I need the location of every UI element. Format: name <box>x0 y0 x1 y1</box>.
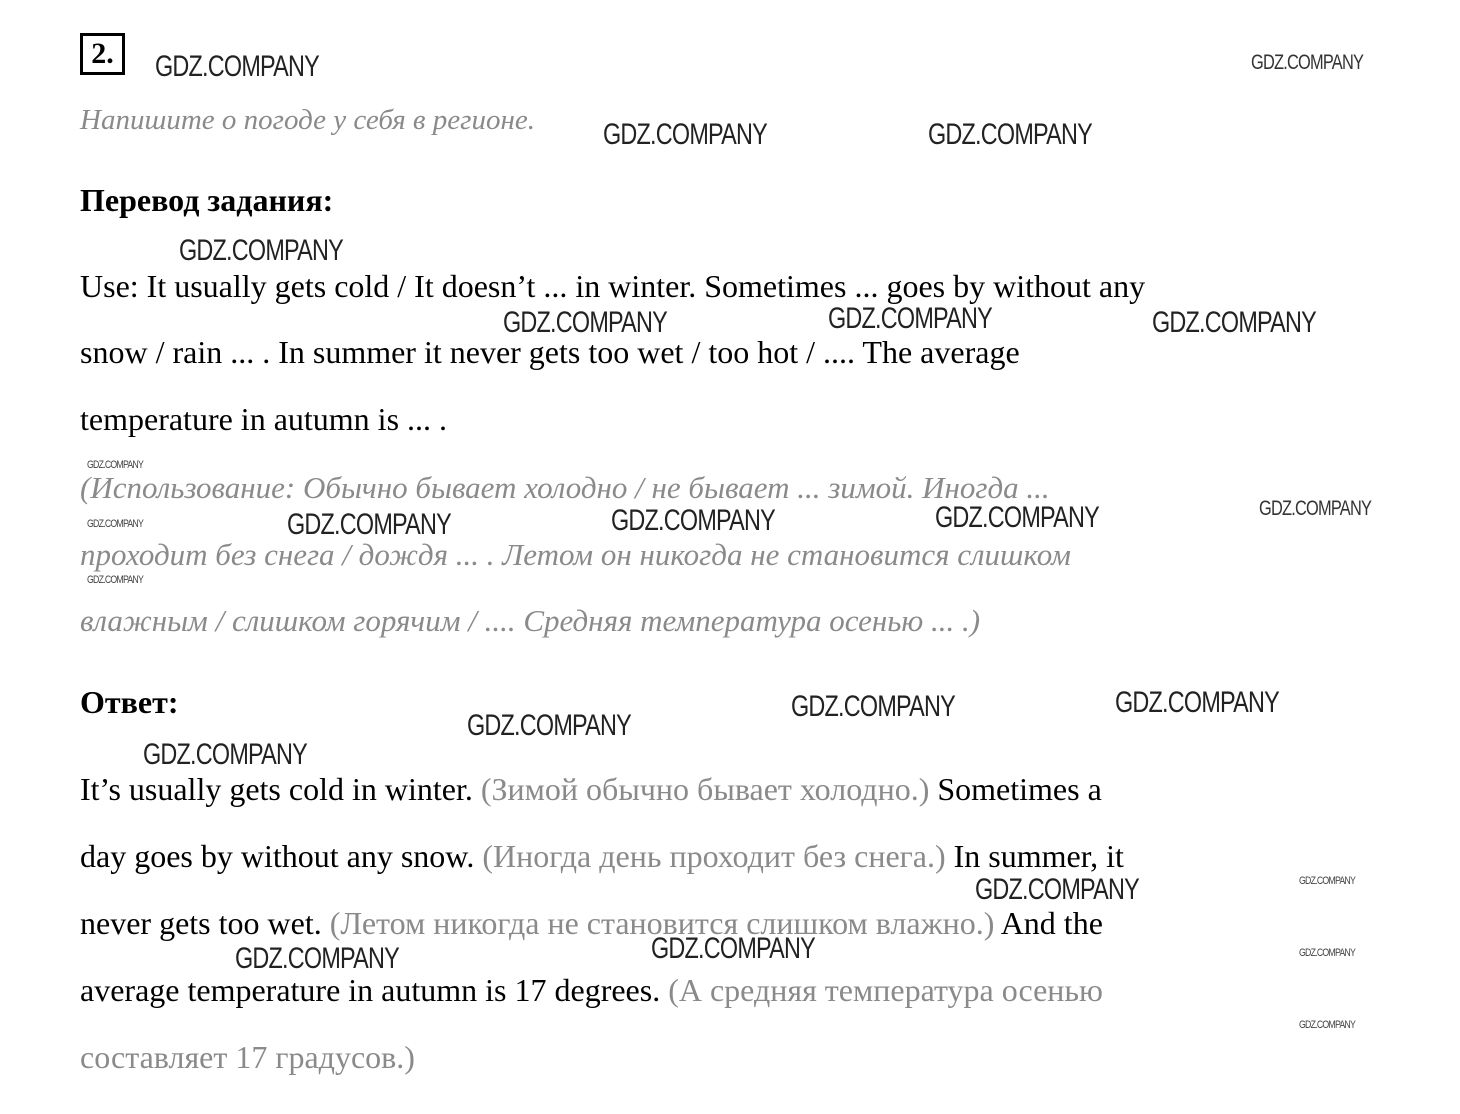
answer-en: And the <box>994 905 1103 941</box>
watermark: GDZ.COMPANY <box>1259 497 1372 520</box>
answer-ru: (А средняя температура осенью <box>668 972 1103 1008</box>
answer-line <box>80 769 1102 809</box>
watermark: GDZ.COMPANY <box>87 518 144 530</box>
watermark: GDZ.COMPANY <box>975 873 1139 906</box>
answer-en: In summer, it <box>945 838 1124 874</box>
answer-en: Sometimes a <box>929 771 1102 807</box>
answer-en: average temperature in autumn is 17 degrees. <box>80 972 669 1008</box>
watermark: GDZ.COMPANY <box>87 459 144 471</box>
watermark: GDZ.COMPANY <box>935 501 1099 534</box>
answer-line <box>80 903 1103 943</box>
answer-heading: Ответ: <box>80 684 179 720</box>
watermark: GDZ.COMPANY <box>1299 1019 1356 1031</box>
answer-line <box>80 836 1124 876</box>
answer-line <box>80 1037 415 1077</box>
watermark: GDZ.COMPANY <box>155 50 319 83</box>
watermark: GDZ.COMPANY <box>791 690 955 723</box>
answer-ru: составляет 17 градусов.) <box>80 1039 415 1075</box>
watermark: GDZ.COMPANY <box>828 302 992 335</box>
answer-ru: (Иногда день проходит без снега.) <box>482 838 946 874</box>
watermark: GDZ.COMPANY <box>87 574 144 586</box>
translation-en-line: snow / rain ... . In summer it never gets too wet / too hot / .... The average <box>80 334 1020 370</box>
answer-en: never gets too wet. <box>80 905 330 941</box>
watermark: GDZ.COMPANY <box>235 942 399 975</box>
answer-ru: (Зимой обычно бывает холодно.) <box>480 771 930 807</box>
watermark: GDZ.COMPANY <box>1299 875 1356 887</box>
answer-en: It’s usually gets cold in winter. <box>80 771 481 807</box>
watermark: GDZ.COMPANY <box>503 306 667 339</box>
watermark: GDZ.COMPANY <box>1152 306 1316 339</box>
translation-ru-line: (Использование: Обычно бывает холодно / не бывает ... зимой. Иногда ... <box>80 470 1050 505</box>
watermark: GDZ.COMPANY <box>287 508 451 541</box>
watermark: GDZ.COMPANY <box>467 709 631 742</box>
watermark: GDZ.COMPANY <box>1115 686 1279 719</box>
translation-en-line: Use: It usually gets cold / It doesn’t ... in winter. Sometimes ... goes by without any <box>80 268 1146 304</box>
translation-en-line: temperature in autumn is ... . <box>80 401 448 437</box>
watermark: GDZ.COMPANY <box>143 738 307 771</box>
watermark: GDZ.COMPANY <box>1251 51 1364 74</box>
exercise-number: 2. <box>80 33 125 75</box>
watermark: GDZ.COMPANY <box>651 932 815 965</box>
watermark: GDZ.COMPANY <box>1299 947 1356 959</box>
answer-line <box>80 970 1103 1010</box>
task-text: Напишите о погоде у себя в регионе. <box>80 104 535 136</box>
watermark: GDZ.COMPANY <box>611 504 775 537</box>
translation-ru-line: влажным / слишком горячим / .... Средняя температура осенью ... .) <box>80 603 981 638</box>
answer-ru: (Летом никогда не становится слишком влажно.) <box>329 905 995 941</box>
watermark: GDZ.COMPANY <box>179 234 343 267</box>
translation-ru-line: проходит без снега / дождя ... . Летом он никогда не становится слишком <box>80 537 1071 572</box>
watermark: GDZ.COMPANY <box>603 118 767 151</box>
answer-en: day goes by without any snow. <box>80 838 483 874</box>
watermark: GDZ.COMPANY <box>928 118 1092 151</box>
translation-heading: Перевод задания: <box>80 182 334 218</box>
